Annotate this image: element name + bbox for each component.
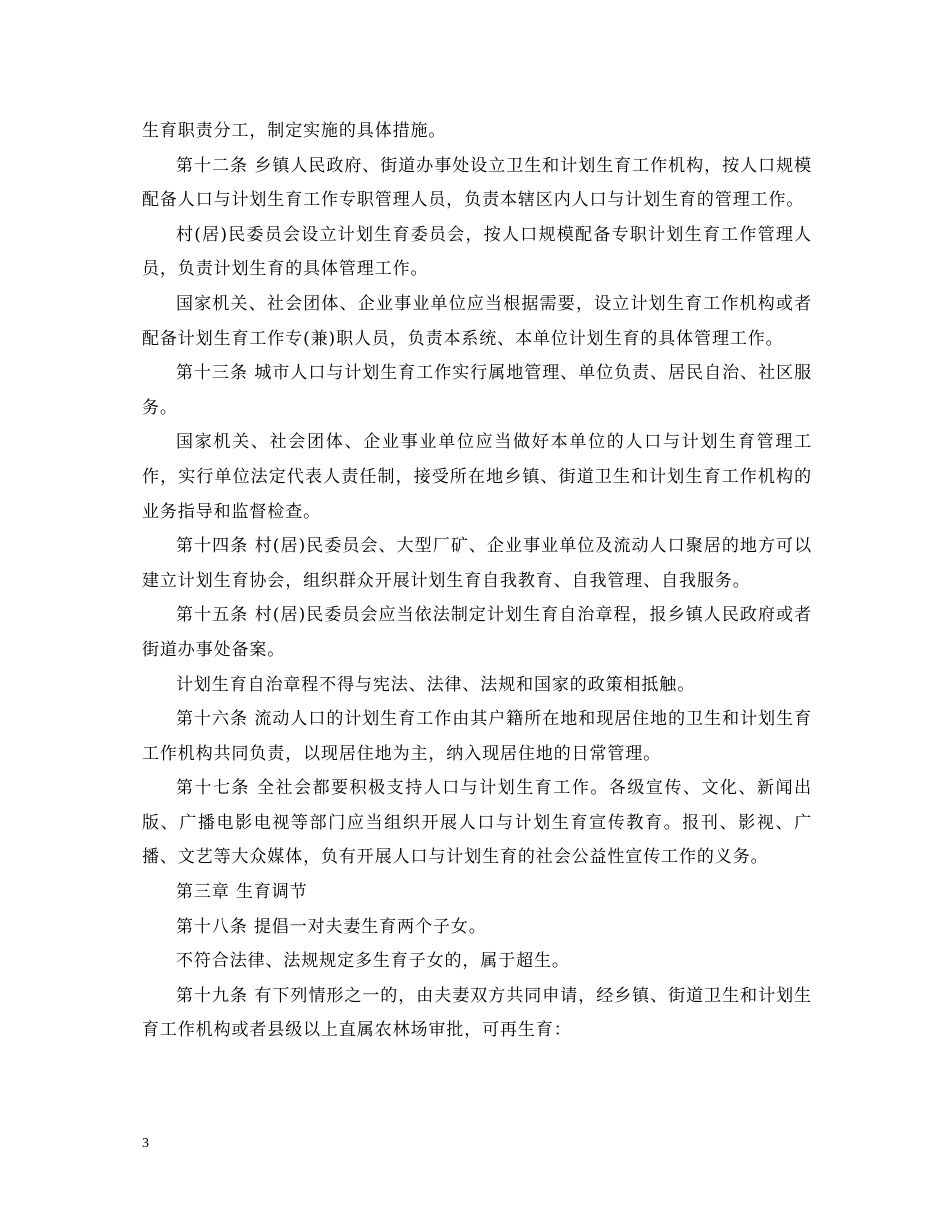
page-number: 3 [142,1136,149,1151]
chapter-heading: 第三章 生育调节 [176,882,308,903]
paragraph-village-committee: 村(居)民委员会设立计划生育委员会，按人口规模配备专职计划生育工作管理人员，负责计划生育的具体管理工作。 [142,224,812,280]
paragraph-article-16: 第十六条 流动人口的计划生育工作由其户籍所在地和现居住地的卫生和计划生育工作机构共同负责，以现居住地为主，纳入现居住地的日常管理。 [142,709,812,764]
paragraph-article-17: 第十七条 全社会都要积极支持人口与计划生育工作。各级宣传、文化、新闻出版、广播电影电视等部门应当组织开展人口与计划生育宣传教育。报刊、影视、广播、文艺等大众媒体，负有开展人口与计划生育的社会公益性宣传工作的义务。 [142,778,812,868]
paragraph-article-14: 第十四条 村(居)民委员会、大型厂矿、企业事业单位及流动人口聚居的地方可以建立计划生育协会，组织群众开展计划生育自我教育、自我管理、自我服务。 [142,536,812,591]
paragraph-article-18: 第十八条 提倡一对夫妻生育两个子女。 [176,916,487,937]
paragraph-over-birth: 不符合法律、法规规定多生育子女的，属于超生。 [176,951,570,972]
paragraph-article-15: 第十五条 村(居)民委员会应当依法制定计划生育自治章程，报乡镇人民政府或者街道办事处备案。 [142,605,812,660]
paragraph-unit-management: 国家机关、社会团体、企业事业单位应当做好本单位的人口与计划生育管理工作，实行单位法定代表人责任制，接受所在地乡镇、街道卫生和计划生育工作机构的业务指导和监督检查。 [142,432,812,522]
paragraph-article-19: 第十九条 有下列情形之一的，由夫妻双方共同申请，经乡镇、街道卫生和计划生育工作机构或者县级以上直属农林场审批，可再生育： [142,985,812,1041]
document-body [142,114,812,1048]
paragraph-article-12: 第十二条 乡镇人民政府、街道办事处设立卫生和计划生育工作机构，按人口规模配备人口与计划生育工作专职管理人员，负责本辖区内人口与计划生育的管理工作。 [142,155,812,211]
paragraph-state-organs: 国家机关、社会团体、企业事业单位应当根据需要，设立计划生育工作机构或者配备计划生育工作专(兼)职人员，负责本系统、本单位计划生育的具体管理工作。 [142,293,812,349]
paragraph-article-13: 第十三条 城市人口与计划生育工作实行属地管理、单位负责、居民自治、社区服务。 [142,363,812,418]
paragraph-continuation: 生育职责分工，制定实施的具体措施。 [142,121,447,141]
paragraph-charter: 计划生育自治章程不得与宪法、法律、法规和国家的政策相抵触。 [176,674,696,695]
